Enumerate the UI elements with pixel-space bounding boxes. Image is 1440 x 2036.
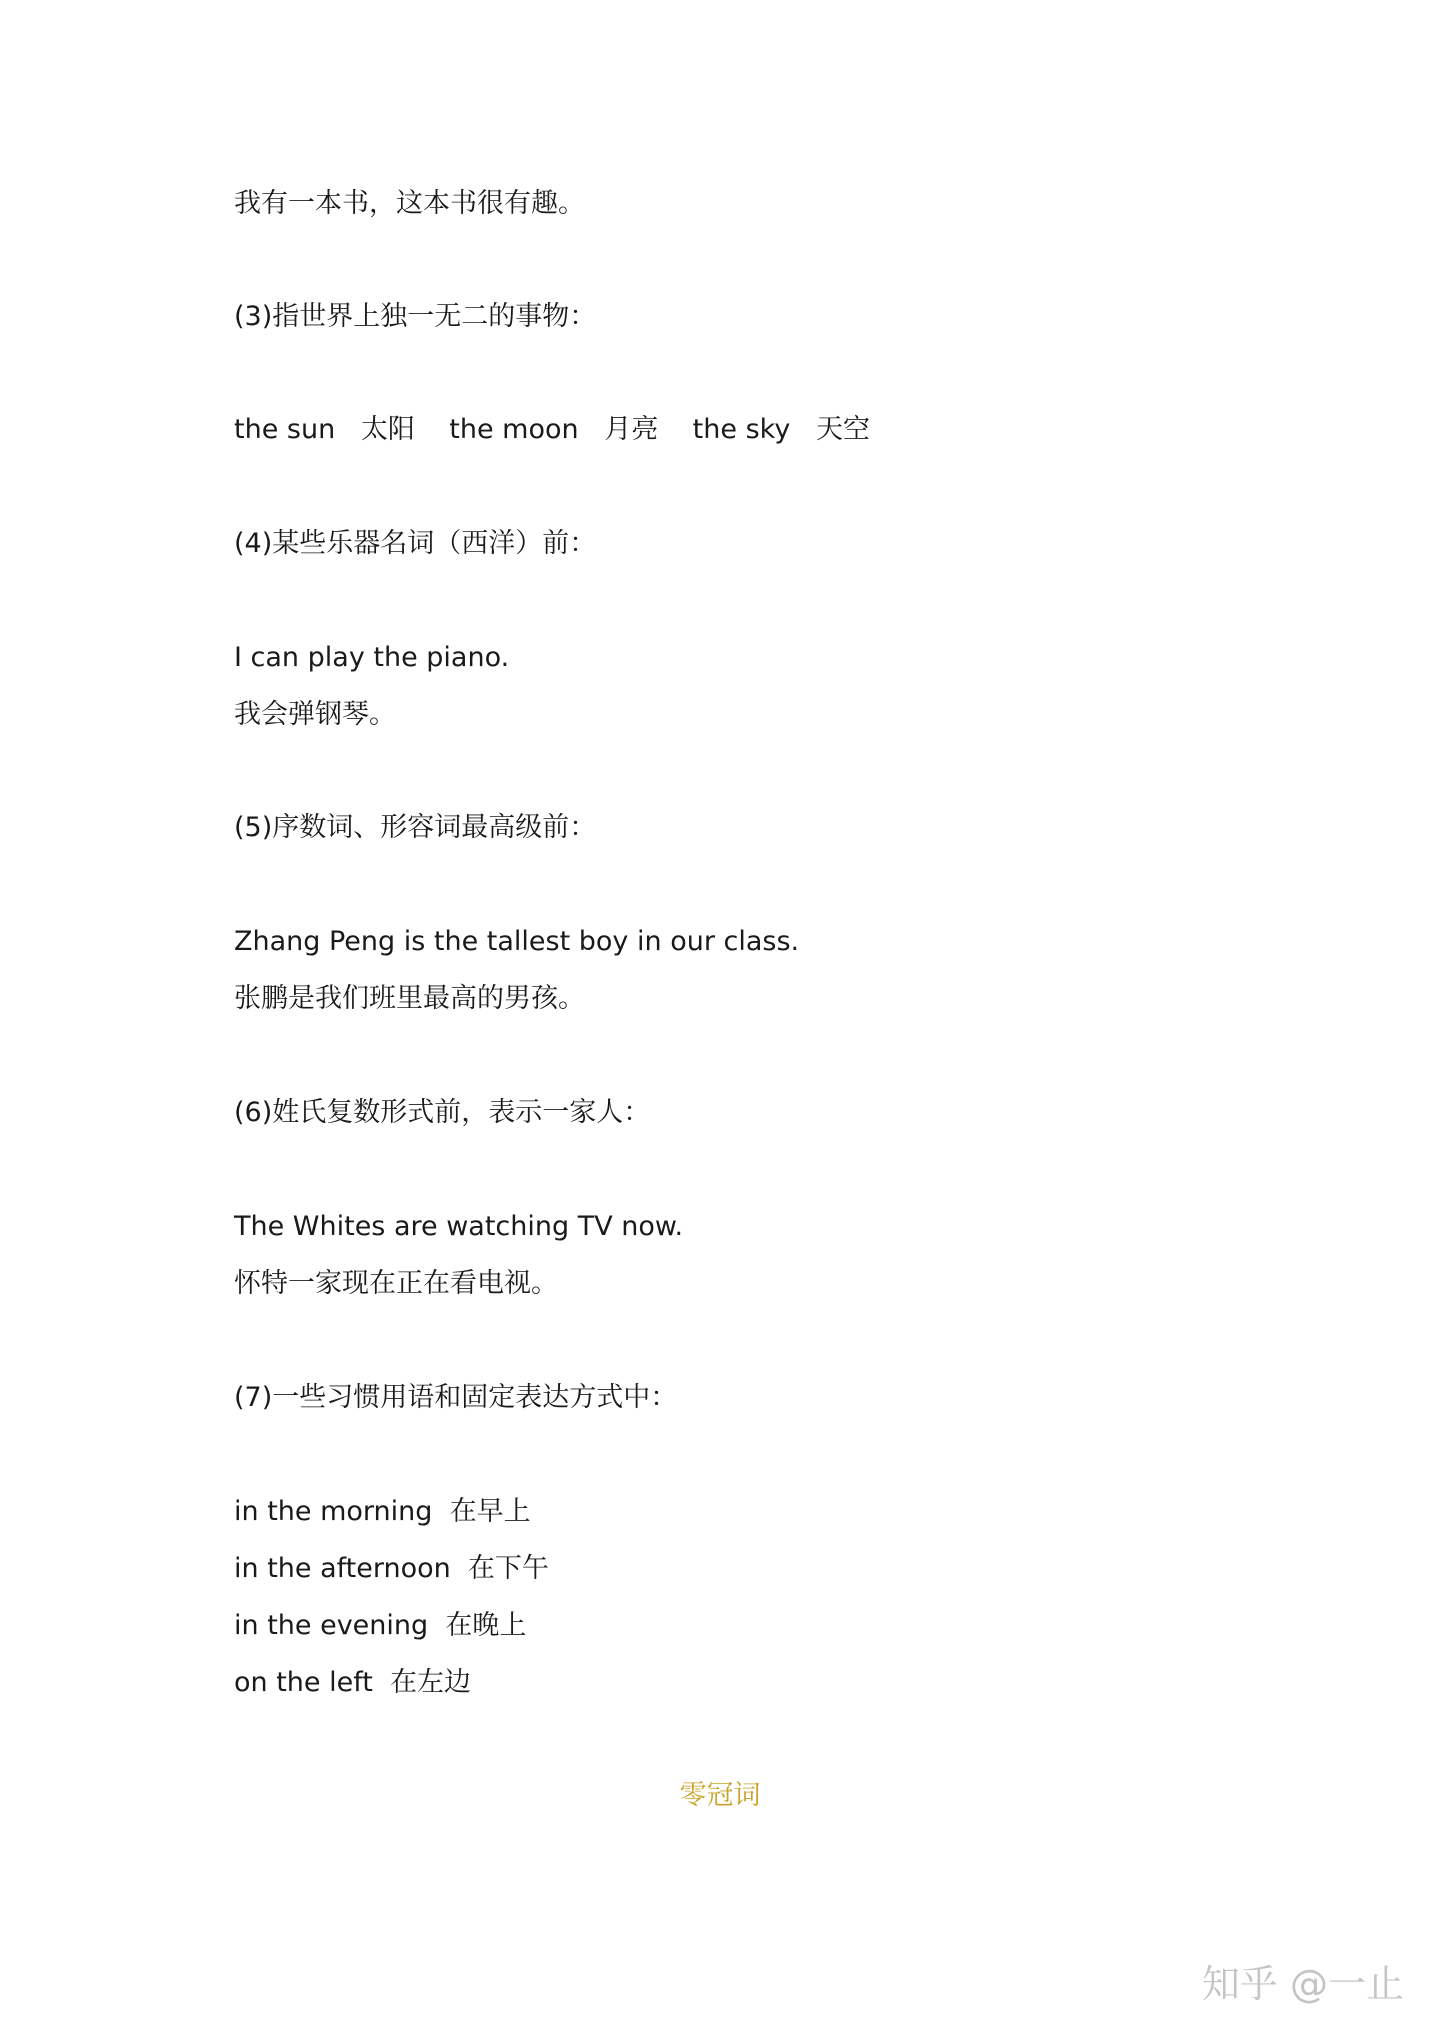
phrase-item: in the evening 在晚上 <box>234 1610 527 1641</box>
heading-unique-things: (3)指世界上独一无二的事物： <box>234 301 597 332</box>
heading-instruments: (4)某些乐器名词（西洋）前： <box>234 528 597 559</box>
phrase-item: in the morning 在早上 <box>234 1496 531 1527</box>
section-title-zero-article: 零冠词 <box>679 1780 761 1811</box>
example-unique-things: the sun 太阳 the moon 月亮 the sky 天空 <box>234 414 871 445</box>
phrase-item: on the left 在左边 <box>234 1667 472 1698</box>
text-line: 我有一本书，这本书很有趣。 <box>234 188 585 219</box>
phrase-item: in the afternoon 在下午 <box>234 1553 549 1584</box>
heading-superlatives: (5)序数词、形容词最高级前： <box>234 812 597 843</box>
heading-idioms: (7)一些习惯用语和固定表达方式中： <box>234 1382 678 1413</box>
example-instruments-zh: 我会弹钢琴。 <box>234 699 396 730</box>
zhihu-watermark: 知乎 @一止 <box>1201 1962 1404 2006</box>
example-instruments-en: I can play the piano. <box>234 642 510 673</box>
example-family-names-zh: 怀特一家现在正在看电视。 <box>234 1268 558 1299</box>
heading-family-names: (6)姓氏复数形式前，表示一家人： <box>234 1097 651 1128</box>
example-superlatives-en: Zhang Peng is the tallest boy in our class. <box>234 926 800 957</box>
example-superlatives-zh: 张鹏是我们班里最高的男孩。 <box>234 983 585 1014</box>
example-family-names-en: The Whites are watching TV now. <box>234 1211 684 1242</box>
